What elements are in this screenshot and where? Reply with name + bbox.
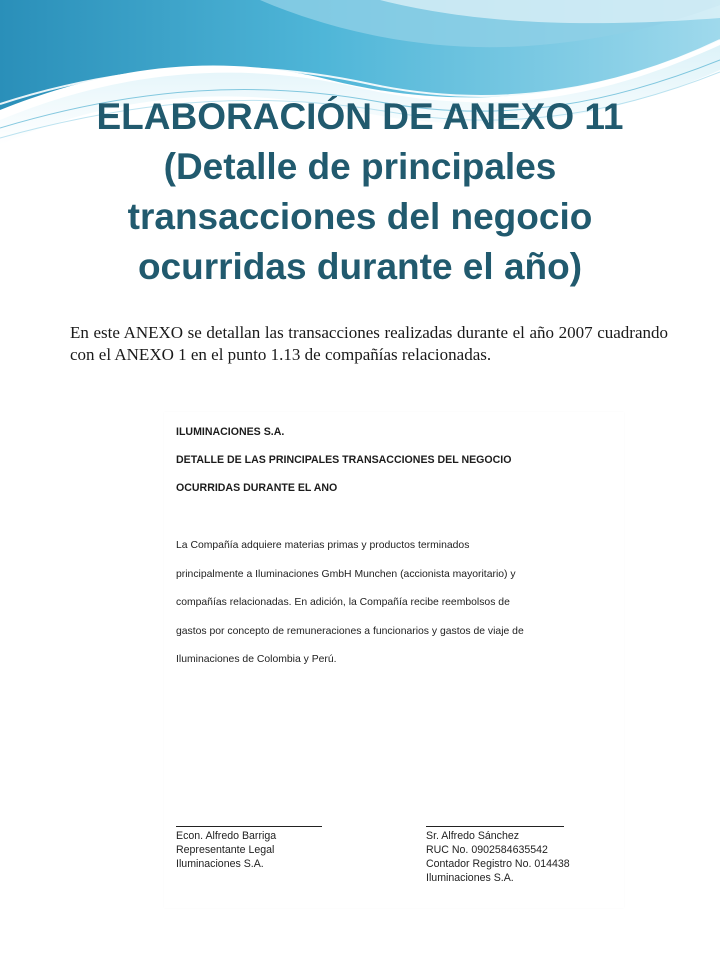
- signature-line: [426, 826, 564, 827]
- intro-paragraph: En este ANEXO se detallan las transacciones realizadas durante el año 2007 cuadrando con el ANEXO 1 en el punto 1.13 de compañías relacionadas.: [70, 323, 668, 364]
- document-body-line: Iluminaciones de Colombia y Perú.: [176, 654, 337, 665]
- scanned-document: [164, 412, 624, 908]
- title-line-2: (Detalle de principales: [163, 146, 557, 187]
- signature-block-accountant: [426, 826, 570, 885]
- signature-ruc: RUC No. 0902584635542: [426, 844, 548, 856]
- signature-line: [176, 826, 322, 827]
- signature-title: Representante Legal: [176, 844, 275, 856]
- title-line-3: transacciones del negocio: [127, 196, 593, 237]
- document-body-line: compañías relacionadas. En adición, la Compañía recibe reembolsos de: [176, 597, 510, 608]
- document-heading-line-1: DETALLE DE LAS PRINCIPALES TRANSACCIONES DEL NEGOCIO: [176, 454, 512, 466]
- signature-name: Sr. Alfredo Sánchez: [426, 830, 520, 842]
- title-line-4: ocurridas durante el año): [137, 246, 583, 287]
- signature-company: Iluminaciones S.A.: [176, 858, 264, 870]
- document-body-line: La Compañía adquiere materias primas y productos terminados: [176, 540, 470, 551]
- signature-company: Iluminaciones S.A.: [426, 872, 514, 884]
- document-body-line: gastos por concepto de remuneraciones a funcionarios y gastos de viaje de: [176, 625, 524, 637]
- document-company: ILUMINACIONES S.A.: [176, 426, 285, 438]
- document-body: [176, 532, 598, 675]
- signature-block-legal-rep: [176, 826, 322, 871]
- document-body-line: principalmente a Iluminaciones GmbH Munchen (accionista mayoritario) y: [176, 568, 516, 580]
- signature-registry: Contador Registro No. 014438: [426, 858, 570, 870]
- signature-name: Econ. Alfredo Barriga: [176, 830, 277, 842]
- slide-title: [30, 92, 690, 292]
- document-heading-line-2: OCURRIDAS DURANTE EL ANO: [176, 482, 338, 494]
- title-line-1: ELABORACIÓN DE ANEXO 11: [96, 96, 624, 137]
